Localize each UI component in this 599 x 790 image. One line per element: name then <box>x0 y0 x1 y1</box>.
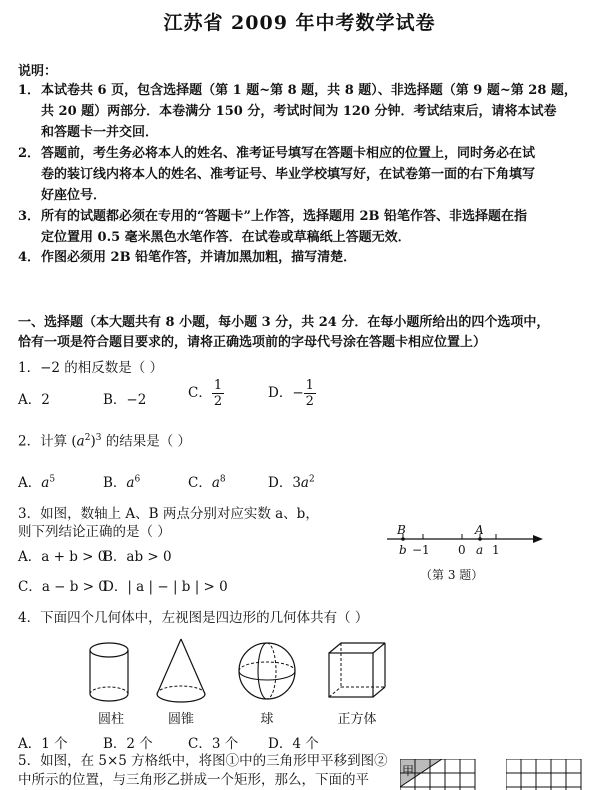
instruction-4-line-1: 作图必须用 2B 铅笔作答，并请加黑加粗，描写清楚． <box>41 250 357 265</box>
q1-option-d-numerator: 1 <box>305 378 314 393</box>
q4-option-c: C．3 个 <box>188 736 239 752</box>
instruction-2-num: 2． <box>18 146 41 161</box>
q5-stem-line-1: 5．如图，在 5×5 方格纸中，将图①中的三角形甲平移到图② <box>18 753 388 769</box>
q1-option-c-label: C． <box>188 385 212 401</box>
point-a-dot <box>478 537 482 541</box>
tick-label-one: 1 <box>492 543 500 557</box>
cylinder-icon <box>85 640 137 704</box>
q2-option-b-label: B． <box>103 475 127 491</box>
q2-option-c-base: a <box>211 475 220 491</box>
q3-number-line <box>385 520 550 560</box>
section-heading-line-1: 一、选择题（本大题共有 8 小题，每小题 3 分，共 24 分．在每小题所给出的四个选项中， <box>18 315 550 330</box>
q2-option-d-exponent: 2 <box>308 474 315 485</box>
instruction-1-line-1: 本试卷共 6 页，包含选择题（第 1 题~第 8 题，共 8 题）、非选择题（第 9 题~第 28 题， <box>41 83 577 98</box>
q2-option-c <box>188 471 226 491</box>
q2-base: a <box>76 433 85 450</box>
instruction-2-line-3: 好座位号． <box>41 188 107 203</box>
q2-option-d-base: a <box>300 475 309 491</box>
q2-paren: ) <box>90 433 96 450</box>
shape-label-cylinder: 圆柱 <box>97 712 124 727</box>
q2-option-b <box>103 471 140 491</box>
page-title: 江苏省 2009 年中考数学试卷 <box>163 12 436 34</box>
instruction-3-line-1: 所有的试题都必须在专用的“答题卡”上作答，选择题用 2B 铅笔作答、非选择题在指 <box>41 209 528 224</box>
q1-option-b: B．−2 <box>103 392 147 408</box>
instruction-1-line-2: 共 20 题）两部分．本卷满分 150 分，考试时间为 120 分钟．考试结束后，请将本试卷 <box>41 104 557 119</box>
q1-stem: 1．−2 的相反数是（ ） <box>18 360 164 376</box>
q2-option-d-label: D．3 <box>268 475 301 491</box>
instruction-2-line-2: 卷的装订线内将本人的姓名、准考证号、毕业学校填写好，在试卷第一面的右下角填写 <box>41 167 536 182</box>
q1-option-d-denominator: 2 <box>305 394 314 409</box>
instruction-3-line-2: 定位置用 0.5 毫米黑色水笔作答．在试卷或草稿纸上答题无效． <box>41 230 411 245</box>
instruction-1-num: 1． <box>18 83 41 98</box>
section-heading-line-2: 恰有一项是符合题目要求的，请将正确选项前的字母代号涂在答题卡相应位置上） <box>18 335 487 350</box>
q4-option-b: B．2 个 <box>103 736 153 752</box>
q4-option-d: D．4 个 <box>268 736 319 752</box>
q2-stem-post: 的结果是（ ） <box>101 433 192 450</box>
q1-option-d-fraction <box>304 378 316 409</box>
q1-option-c-fraction <box>212 378 224 409</box>
q4-option-a: A．1 个 <box>18 736 68 752</box>
instructions-heading: 说明： <box>18 64 58 79</box>
q2-stem-pre: 2．计算 ( <box>18 433 77 450</box>
tick-label-b: b <box>399 543 407 557</box>
q2-option-b-base: a <box>126 475 135 491</box>
shape-label-cube: 正方体 <box>337 712 377 727</box>
q2-stem <box>18 429 191 451</box>
q5-stem-line-2: 中所示的位置，与三角形乙拼成一个矩形，那么，下面的平 <box>18 772 369 788</box>
cube-icon <box>326 640 388 702</box>
q3-figure-caption: （第 3 题） <box>420 568 484 582</box>
q2-option-a-base: a <box>41 475 50 491</box>
q2-outer-exponent: 3 <box>95 433 102 443</box>
triangle-jia-label: 甲 <box>402 764 415 778</box>
point-b-dot <box>401 537 405 541</box>
q3-stem-line-2: 则下列结论正确的是（ ） <box>18 524 171 540</box>
q5-grid-figure-2 <box>506 759 586 790</box>
q1-option-c-denominator: 2 <box>213 394 223 409</box>
q2-option-a-label: A． <box>18 475 42 491</box>
q2-option-a-exponent: 5 <box>49 474 56 485</box>
cone-icon <box>152 636 210 706</box>
q2-option-d <box>268 471 315 491</box>
q4-stem: 4．下面四个几何体中，左视图是四边形的几何体共有（ ） <box>18 610 369 626</box>
q3-option-a: A．a + b > 0 <box>18 549 107 565</box>
q3-stem-line-1: 3．如图，数轴上 A、B 两点分别对应实数 a、b， <box>18 506 319 522</box>
q1-option-c-numerator: 1 <box>213 378 223 393</box>
q3-option-d: D．| a | − | b | > 0 <box>103 579 228 595</box>
q1-option-a: A．2 <box>18 392 50 408</box>
tick-label-zero: 0 <box>458 543 466 557</box>
instruction-1-line-3: 和答题卡一并交回． <box>41 125 159 140</box>
q1-option-d-label: D．− <box>268 385 304 401</box>
sphere-icon <box>236 640 298 702</box>
q2-option-b-exponent: 6 <box>134 474 141 485</box>
tick-label-minus-one: −1 <box>412 543 430 557</box>
q3-option-b: B．ab > 0 <box>103 549 172 565</box>
q2-inner-exponent: 2 <box>84 433 91 443</box>
shape-label-sphere: 球 <box>260 712 274 727</box>
number-line-arrow-icon <box>533 535 543 543</box>
point-b-label: B <box>397 523 406 537</box>
q1-option-c <box>188 378 224 409</box>
q2-option-c-label: C． <box>188 475 212 491</box>
point-a-label: A <box>475 523 484 537</box>
instruction-3-num: 3． <box>18 209 41 224</box>
instruction-2-line-1: 答题前，考生务必将本人的姓名、准考证号填写在答题卡相应的位置上，同时务必在试 <box>41 146 536 161</box>
q1-option-d <box>268 378 316 409</box>
q3-option-c: C．a − b > 0 <box>18 579 107 595</box>
instruction-4-num: 4． <box>18 250 41 265</box>
q2-option-a <box>18 471 55 491</box>
q2-option-c-exponent: 8 <box>219 474 226 485</box>
tick-label-a: a <box>476 543 484 557</box>
shape-label-cone: 圆锥 <box>167 712 194 727</box>
